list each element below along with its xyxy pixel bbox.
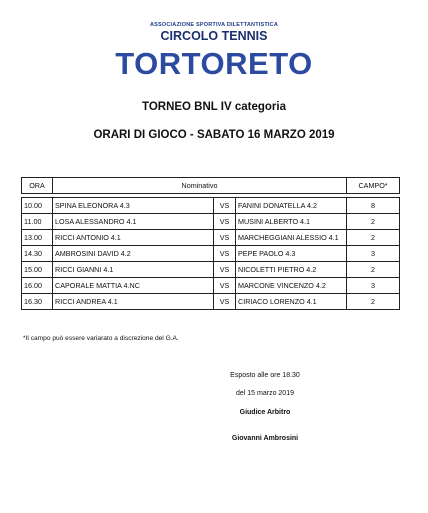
cell-player2: MUSINI ALBERTO 4.1: [236, 214, 347, 230]
cell-ora: 16.00: [22, 278, 53, 294]
cell-player1: SPINA ELEONORA 4.3: [53, 198, 214, 214]
table-row: [22, 294, 400, 310]
header-campo: CAMPO*: [347, 178, 400, 194]
cell-campo: 8: [347, 198, 400, 214]
table-row: [22, 230, 400, 246]
cell-player1: AMBROSINI DAVID 4.2: [53, 246, 214, 262]
table-row: [22, 246, 400, 262]
cell-ora: 14.30: [22, 246, 53, 262]
table-row: [22, 278, 400, 294]
cell-ora: 10.00: [22, 198, 53, 214]
cell-player1: CAPORALE MATTIA 4.NC: [53, 278, 214, 294]
table-header-row: [22, 178, 400, 194]
cell-campo: 2: [347, 230, 400, 246]
cell-player1: LOSA ALESSANDRO 4.1: [53, 214, 214, 230]
cell-ora: 11.00: [22, 214, 53, 230]
cell-vs: VS: [214, 278, 236, 294]
logo-brand: [0, 46, 428, 82]
header-ora: ORA: [22, 178, 53, 194]
referee-role: Giudice Arbitro: [239, 409, 291, 416]
cell-player1: RICCI ANTONIO 4.1: [53, 230, 214, 246]
cell-ora: 16.30: [22, 294, 53, 310]
cell-campo: 2: [347, 262, 400, 278]
cell-campo: 3: [347, 278, 400, 294]
cell-player1: RICCI GIANNI 4.1: [53, 262, 214, 278]
table-row: [22, 214, 400, 230]
schedule-table: [21, 177, 400, 310]
cell-player1: RICCI ANDREA 4.1: [53, 294, 214, 310]
cell-player2: FANINI DONATELLA 4.2: [236, 198, 347, 214]
cell-player2: CIRIACO LORENZO 4.1: [236, 294, 347, 310]
cell-player2: MARCONE VINCENZO 4.2: [236, 278, 347, 294]
page-title: TORNEO BNL IV categoria: [142, 101, 286, 113]
cell-campo: 3: [347, 246, 400, 262]
schedule-rows: [22, 194, 400, 310]
logo-club: CIRCOLO TENNIS: [160, 29, 268, 43]
cell-vs: VS: [214, 230, 236, 246]
page-subtitle: ORARI DI GIOCO - SABATO 16 MARZO 2019: [93, 129, 335, 141]
cell-campo: 2: [347, 214, 400, 230]
cell-player2: MARCHEGGIANI ALESSIO 4.1: [236, 230, 347, 246]
table-row: [22, 262, 400, 278]
club-logo: [0, 22, 428, 82]
cell-campo: 2: [347, 294, 400, 310]
cell-vs: VS: [214, 246, 236, 262]
cell-vs: VS: [214, 262, 236, 278]
exposed-time: Esposto alle ore 18.30: [230, 372, 300, 379]
logo-brand-text: TORTORETO: [115, 46, 313, 81]
cell-player2: PEPE PAOLO 4.3: [236, 246, 347, 262]
table-row: [22, 198, 400, 214]
referee-name: Giovanni Ambrosini: [231, 435, 299, 442]
cell-ora: 15.00: [22, 262, 53, 278]
cell-player2: NICOLETTI PIETRO 4.2: [236, 262, 347, 278]
logo-association: ASSOCIAZIONE SPORTIVA DILETTANTISTICA: [150, 22, 278, 28]
cell-vs: VS: [214, 294, 236, 310]
exposed-date: del 15 marzo 2019: [236, 390, 294, 397]
cell-vs: VS: [214, 198, 236, 214]
header-nominativo: Nominativo: [53, 178, 347, 194]
court-note: *Il campo può essere variarato a discrezione del G.A.: [23, 335, 179, 342]
cell-ora: 13.00: [22, 230, 53, 246]
cell-vs: VS: [214, 214, 236, 230]
